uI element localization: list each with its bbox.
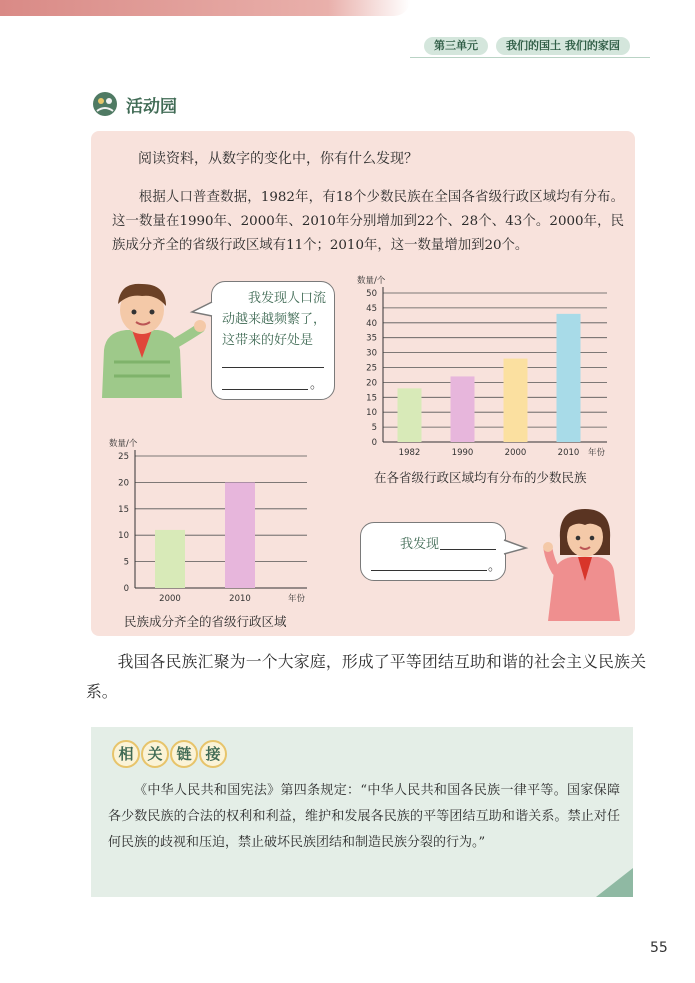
blank-line	[222, 389, 308, 390]
bubble-boy-text: 我发现人口流动越来越频繁了，这带来的好处是	[222, 291, 327, 348]
bar-1982	[398, 388, 422, 442]
y-tick-label: 15	[118, 504, 129, 515]
bubble-girl-period: 。	[488, 559, 502, 574]
y-tick-label: 5	[123, 557, 129, 568]
top-decor-bar	[0, 0, 410, 16]
y-axis-label: 数量/个	[109, 439, 138, 449]
bar-1990	[451, 376, 475, 442]
y-tick-label: 35	[366, 333, 377, 344]
related-title-char: 链	[170, 740, 198, 768]
bubble-tail-boy	[190, 300, 214, 320]
x-tick-label: 2000	[159, 594, 181, 604]
y-tick-label: 5	[371, 423, 377, 434]
y-tick-label: 30	[366, 348, 377, 359]
page-number: 55	[650, 940, 668, 956]
y-tick-label: 20	[366, 378, 377, 389]
bubble-tail-girl	[502, 538, 528, 558]
x-axis-label: 年份	[587, 448, 605, 458]
y-tick-label: 40	[366, 318, 377, 329]
chart2-caption: 民族成分齐全的省级行政区域	[124, 614, 287, 629]
bar-2010	[557, 314, 581, 442]
x-axis-label: 年份	[287, 594, 305, 604]
related-link-text: 《中华人民共和国宪法》第四条规定：“中华人民共和国各民族一律平等。国家保障各少数民族的合法的权利和利益，维护和发展各民族的平等团结互助和谐关系。禁止对任何民族的歧视和压迫，禁止破坏民族团结和制造民族分裂的行为。”	[108, 783, 620, 850]
y-axis-label: 数量/个	[357, 276, 386, 286]
y-tick-label: 45	[366, 303, 377, 314]
activity-prompt: 阅读资料，从数字的变化中，你有什么发现？	[138, 151, 418, 167]
bubble-girl-text: 我发现	[400, 537, 440, 552]
y-tick-label: 0	[371, 438, 377, 448]
y-tick-label: 10	[118, 531, 129, 542]
bar-2000	[155, 530, 185, 588]
y-tick-label: 10	[366, 408, 377, 419]
related-link-title	[112, 740, 227, 768]
bar-2000	[504, 359, 528, 442]
x-tick-label: 1982	[398, 448, 421, 458]
girl-illustration	[540, 505, 630, 623]
y-tick-label: 25	[118, 452, 129, 462]
activity-badge-icon	[92, 91, 118, 117]
unit-label: 第三单元	[424, 37, 488, 55]
blank-line	[222, 367, 324, 368]
bar-2010	[225, 482, 255, 588]
chart1-caption: 在各省级行政区域均有分布的少数民族	[374, 470, 587, 485]
y-tick-label: 50	[366, 289, 377, 299]
related-title-char: 接	[199, 740, 227, 768]
y-tick-label: 25	[366, 363, 377, 374]
blank-line	[440, 549, 496, 550]
y-tick-label: 15	[366, 393, 377, 404]
chart-minority-distribution	[355, 268, 625, 463]
boy-illustration	[96, 280, 206, 405]
chart-complete-ethnic-provinces	[109, 428, 330, 608]
bubble-boy-period: 。	[310, 377, 324, 392]
x-tick-label: 2010	[557, 448, 580, 458]
main-body-text: 我国各民族汇聚为一个大家庭，形成了平等团结互助和谐的社会主义民族关系。	[86, 652, 646, 701]
y-tick-label: 0	[123, 584, 129, 594]
activity-title: 活动园	[126, 97, 177, 117]
x-tick-label: 2000	[504, 448, 527, 458]
activity-paragraph: 根据人口普查数据，1982年，有18个少数民族在全国各省级行政区域均有分布。这一数量在1990年、2000年、2010年分别增加到22个、28个、43个。2000年，民族成分齐全的省级行政区域有11个；2010年，这一数量增加到20个。	[112, 190, 624, 253]
page-fold-decor	[596, 868, 633, 897]
y-tick-label: 20	[118, 478, 129, 489]
x-tick-label: 2010	[229, 594, 251, 604]
blank-line	[371, 570, 487, 571]
x-tick-label: 1990	[451, 448, 474, 458]
related-title-char: 相	[112, 740, 140, 768]
lesson-label: 我们的国土 我们的家园	[496, 37, 630, 55]
related-title-char: 关	[141, 740, 169, 768]
header-divider	[410, 57, 650, 58]
